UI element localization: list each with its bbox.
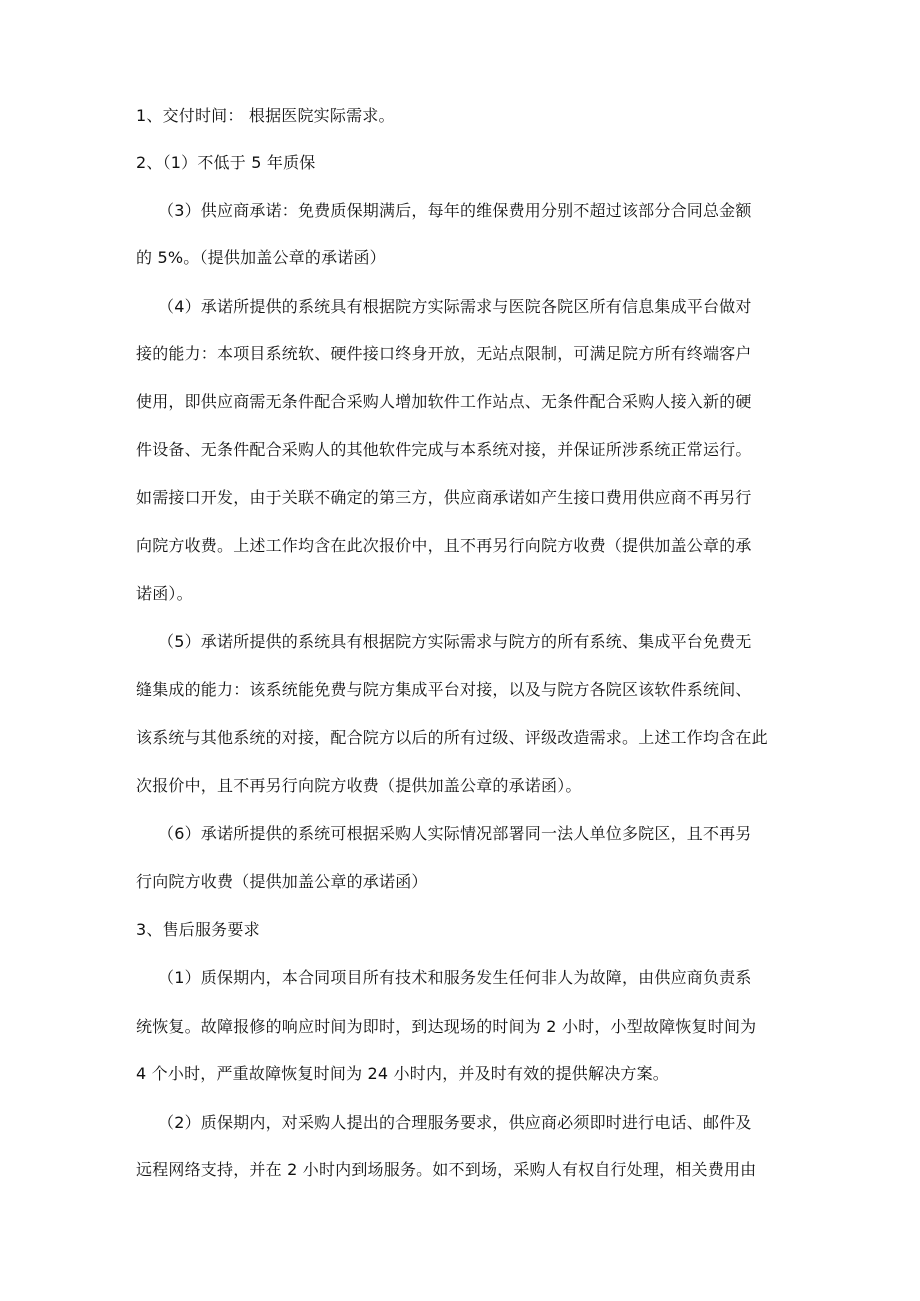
text-line: 该系统与其他系统的对接，配合院方以后的所有过级、评级改造需求。上述工作均含在此 bbox=[136, 728, 768, 747]
text-line: 使用，即供应商需无条件配合采购人增加软件工作站点、无条件配合采购人接入新的硬 bbox=[136, 392, 752, 411]
text-line: 次报价中，且不再另行向院方收费（提供加盖公章的承诺函）。 bbox=[136, 776, 582, 795]
text-line: （2）质保期内，对采购人提出的合理服务要求，供应商必须即时进行电话、邮件及 bbox=[158, 1113, 752, 1132]
text-line: 接的能力：本项目系统软、硬件接口终身开放，无站点限制，可满足院方所有终端客户 bbox=[136, 344, 752, 363]
text-line: 远程网络支持，并在 2 小时内到场服务。如不到场，采购人有权自行处理，相关费用由 bbox=[136, 1160, 757, 1179]
text-line: 向院方收费。上述工作均含在此次报价中，且不再另行向院方收费（提供加盖公章的承 bbox=[136, 536, 752, 555]
text-line: （5）承诺所提供的系统具有根据院方实际需求与院方的所有系统、集成平台免费无 bbox=[158, 632, 752, 651]
text-line: （1）质保期内，本合同项目所有技术和服务发生任何非人为故障，由供应商负责系 bbox=[158, 968, 752, 987]
text-line: 的 5%。（提供加盖公章的承诺函） bbox=[136, 248, 386, 267]
text-line: 件设备、无条件配合采购人的其他软件完成与本系统对接，并保证所涉系统正常运行。 bbox=[136, 440, 752, 459]
text-line: （6）承诺所提供的系统可根据采购人实际情况部署同一法人单位多院区，且不再另 bbox=[158, 824, 752, 843]
text-line: 统恢复。故障报修的响应时间为即时，到达现场的时间为 2 小时，小型故障恢复时间为 bbox=[136, 1017, 757, 1036]
text-line: （4）承诺所提供的系统具有根据院方实际需求与医院各院区所有信息集成平台做对 bbox=[158, 297, 752, 316]
text-line: 缝集成的能力：该系统能免费与院方集成平台对接，以及与院方各院区该软件系统间、 bbox=[136, 680, 752, 699]
text-line: 2、（1）不低于 5 年质保 bbox=[136, 153, 316, 172]
text-line: 诺函）。 bbox=[136, 584, 193, 603]
text-line: 1、交付时间： 根据医院实际需求。 bbox=[136, 106, 395, 125]
text-line: （3）供应商承诺：免费质保期满后，每年的维保费用分别不超过该部分合同总金额 bbox=[158, 201, 752, 220]
section-heading: 3、售后服务要求 bbox=[136, 920, 260, 939]
text-line: 4 个小时，严重故障恢复时间为 24 小时内，并及时有效的提供解决方案。 bbox=[136, 1064, 669, 1083]
text-line: 行向院方收费（提供加盖公章的承诺函） bbox=[136, 872, 428, 891]
text-line: 如需接口开发，由于关联不确定的第三方，供应商承诺如产生接口费用供应商不再另行 bbox=[136, 488, 752, 507]
